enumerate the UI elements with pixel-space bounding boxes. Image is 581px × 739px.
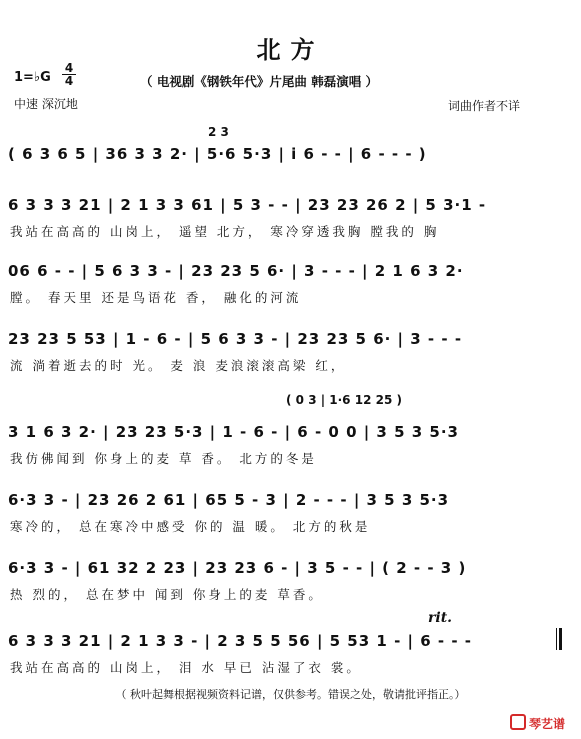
lyrics-line: 我站在高高的 山岗上， 遥望 北方， 寒冷穿透我胸 膛我的 胸 [10, 224, 440, 239]
lyrics-line: 我仿佛闻到 你身上的麦 草 香。 北方的冬是 [10, 451, 317, 466]
notation-line: 6·3 3 - | 23 26 2 61 | 65 5 - 3 | 2 - - - | 3 5 3 5·3 [8, 491, 450, 509]
song-title: 北方 [256, 36, 325, 64]
ritardando-mark: rit. [428, 610, 453, 626]
song-subtitle: （ 电视剧《钢铁年代》片尾曲 韩磊演唱 ） [140, 74, 379, 89]
lyrics-line: 我站在高高的 山岗上， 泪 水 早已 沾湿了衣 裳。 [10, 660, 362, 675]
site-logo [510, 714, 565, 732]
lyrics-line: 流 淌着逝去的时 光。 麦 浪 麦浪滚滚高梁 红， [10, 358, 347, 373]
time-signature [62, 62, 76, 87]
logo-text: 琴艺谱 [529, 717, 566, 731]
lyrics-line: 膛。 春天里 还是鸟语花 香， 融化的河流 [10, 290, 302, 305]
time-signature-bottom: 4 [64, 74, 74, 88]
lyrics-line: 热 烈的， 总在梦中 闻到 你身上的麦 草香。 [10, 587, 324, 602]
notation-line: 3 1 6 3 2· | 23 23 5·3 | 1 - 6 - | 6 - 0 0 | 3 5 3 5·3 [8, 423, 459, 441]
lyrics-line: 寒冷的， 总在寒冷中感受 你的 温 暖。 北方的秋是 [10, 519, 371, 534]
credit-line: 词曲作者不详 [448, 99, 521, 113]
final-barline [556, 628, 562, 650]
grace-notes: 2 3 [208, 125, 229, 139]
interlude-notes: ( 0 3 | 1·6 12 25 ) [286, 393, 402, 407]
notation-line: 6 3 3 3 21 | 2 1 3 3 - | 2 3 5 5 56 | 5 53 1 - | 6 - - - [8, 632, 472, 650]
notation-line: 6 3 3 3 21 | 2 1 3 3 61 | 5 3 - - | 23 23 26 2 | 5 3·1 - [8, 196, 487, 214]
logo-icon [510, 714, 526, 730]
key-signature: 1=♭G [14, 70, 51, 85]
tempo-marking: 中速 深沉地 [14, 97, 78, 111]
time-signature-top: 4 [64, 61, 74, 75]
notation-line: 6·3 3 - | 61 32 2 23 | 23 23 6 - | 3 5 - - | ( 2 - - 3 ) [8, 559, 467, 577]
notation-line: ( 6 3 6 5 | 36 3 3 2· | 5·6 5·3 | i 6 - - | 6 - - - ) [8, 145, 427, 163]
notation-line: 06 6 - - | 5 6 3 3 - | 23 23 5 6· | 3 - - - | 2 1 6 3 2· [8, 262, 464, 280]
footer-note: （ 秋叶起舞根据视频资料记谱，仅供参考。错误之处，敬请批评指正。） [115, 688, 466, 701]
notation-line: 23 23 5 53 | 1 - 6 - | 5 6 3 3 - | 23 23 5 6· | 3 - - - [8, 330, 463, 348]
